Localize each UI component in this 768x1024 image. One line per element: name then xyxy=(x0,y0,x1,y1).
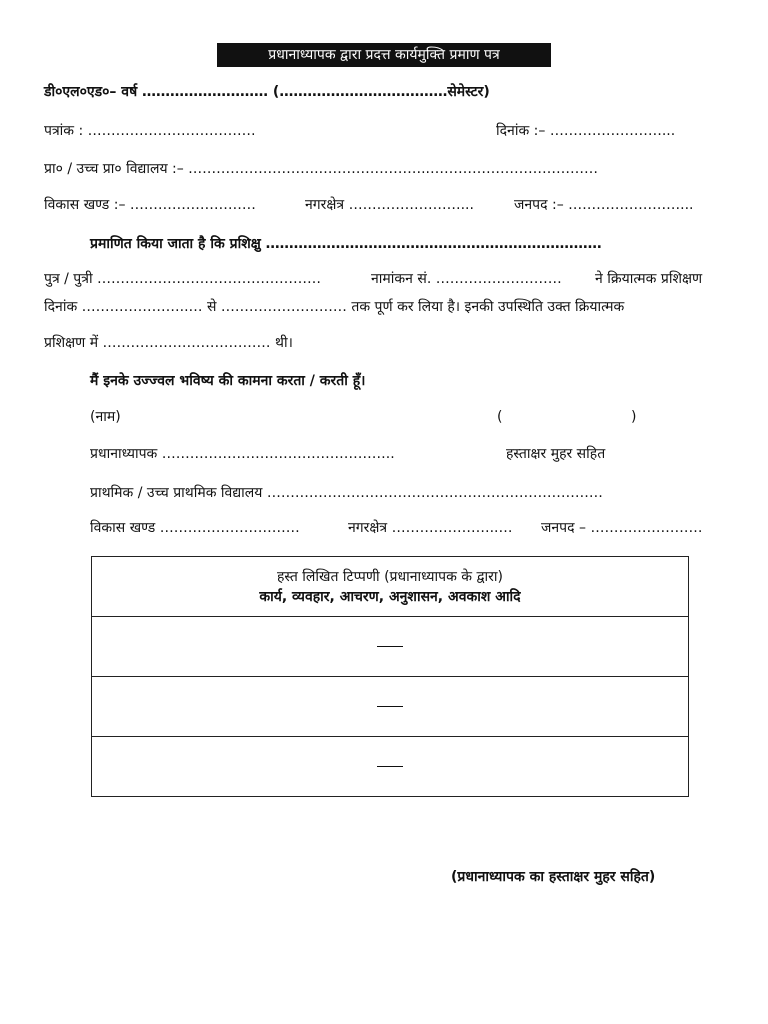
remarks-cell xyxy=(92,677,689,737)
remarks-table xyxy=(91,556,689,797)
table-row xyxy=(92,617,689,677)
school-field: प्रा० / उच्च प्रा० विद्यालय :– ………………………..…………………..……………………………… xyxy=(44,161,598,177)
practical-training-text: ने क्रियात्मक प्रशिक्षण xyxy=(595,271,703,287)
district-field-2: जनपद – …………………… xyxy=(541,520,703,536)
block-field: विकास खण्ड :– ……………………… xyxy=(44,197,256,213)
remarks-header-cell xyxy=(92,557,689,617)
table-row xyxy=(92,677,689,737)
remarks-header-line1: हस्त लिखित टिप्पणी (प्रधानाध्यापक के द्वारा) xyxy=(277,568,503,585)
paren-open: ( xyxy=(497,409,503,425)
city-field-2: नगरक्षेत्र …………………..… xyxy=(348,520,513,536)
city-field: नगरक्षेत्र ……………………... xyxy=(305,197,474,213)
blank-dash xyxy=(377,706,403,707)
primary-school-field: प्राथमिक / उच्च प्राथमिक विद्यालय ……………………………………………………………… xyxy=(90,485,603,501)
remarks-header-line2: कार्य, व्यवहार, आचरण, अनुशासन, अवकाश आदि xyxy=(259,588,521,605)
blank-dash xyxy=(377,646,403,647)
blank-dash xyxy=(377,766,403,767)
block-field-2: विकास खण्ड ………………………… xyxy=(90,520,300,536)
course-year-text: डी०एल०एड०– वर्ष ……………………… (………………………………सेमेस्टर) xyxy=(44,84,490,100)
reference-number-field: पत्रांक : ……………………………… xyxy=(44,123,256,139)
principal-signature-label: (प्रधानाध्यापक का हस्ताक्षर मुहर सहित) xyxy=(451,869,656,885)
district-field: जनपद :– ……………………... xyxy=(514,197,694,213)
document-title: प्रधानाध्यापक द्वारा प्रदत्त कार्यमुक्ति प्रमाण पत्र xyxy=(217,43,551,67)
certify-text: प्रमाणित किया जाता है कि प्रशिक्षु ……………………………………………………………… xyxy=(90,236,602,252)
table-row xyxy=(92,737,689,797)
signature-seal-label: हस्ताक्षर मुहर सहित xyxy=(506,446,606,462)
training-date-text: दिनांक …………………..… से ……………………… तक पूर्ण कर लिया है। इनकी उपस्थिति उक्त क्रियात्मक xyxy=(44,299,625,315)
date-field: दिनांक :– ……………………... xyxy=(496,123,676,139)
wish-text: मैं इनके उज्ज्वल भविष्य की कामना करता / करती हूँ। xyxy=(90,373,366,389)
remarks-table-header xyxy=(92,557,689,617)
attendance-text: प्रशिक्षण में ……………………………… थी। xyxy=(44,335,293,351)
paren-close: ) xyxy=(631,409,637,425)
enrollment-field: नामांकन सं. ……………………… xyxy=(371,271,562,287)
name-label: (नाम) xyxy=(90,409,121,425)
principal-field: प्रधानाध्यापक ………………………………………….. xyxy=(90,446,395,462)
remarks-cell xyxy=(92,737,689,797)
remarks-cell xyxy=(92,617,689,677)
child-field: पुत्र / पुत्री ………………………………………… xyxy=(44,271,322,287)
